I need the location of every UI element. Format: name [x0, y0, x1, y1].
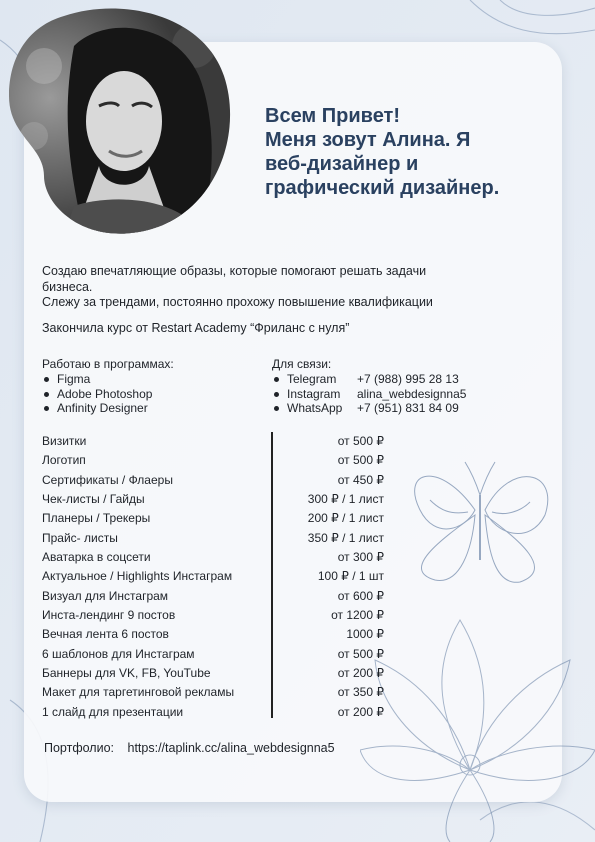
contact-value: +7 (988) 995 28 13 [357, 372, 459, 386]
price-row [42, 682, 384, 701]
service-price: от 300 ₽ [337, 550, 384, 565]
service-name: Вечная лента 6 постов [42, 627, 169, 642]
contact-telegram[interactable] [272, 372, 552, 387]
intro-line-1: Создаю впечатляющие образы, которые помогают решать задачи [42, 264, 427, 278]
service-name: Прайс- листы [42, 530, 118, 545]
portfolio-label: Портфолио: [44, 741, 115, 755]
contact-instagram[interactable] [272, 387, 552, 402]
intro-line-4: Закончила курс от Restart Academy “Фриланс с нуля” [42, 320, 350, 335]
headline-line-1: Всем Привет! [265, 105, 401, 127]
price-row [42, 644, 384, 663]
service-price: от 500 ₽ [337, 453, 384, 468]
service-price: от 500 ₽ [337, 434, 384, 448]
service-name: Сертификаты / Флаеры [42, 472, 173, 487]
price-row [42, 450, 384, 469]
profile-photo [4, 6, 234, 236]
price-row [42, 586, 384, 605]
price-row [42, 702, 384, 721]
service-name: Визуал для Инстаграм [42, 588, 169, 603]
software-item: Adobe Photoshop [42, 387, 242, 402]
price-row [42, 605, 384, 624]
contact-name: Instagram [287, 386, 341, 401]
price-row [42, 566, 384, 585]
contacts-list [272, 372, 552, 416]
service-name: Логотип [42, 453, 86, 468]
service-price: от 1200 ₽ [331, 608, 384, 623]
price-row [42, 470, 384, 489]
service-price: от 200 ₽ [337, 666, 384, 681]
service-price: от 350 ₽ [337, 685, 384, 700]
intro-line-3: Слежу за трендами, постоянно прохожу повышение квалификации [42, 295, 433, 309]
contacts-title: Для связи: [272, 357, 332, 371]
service-name: Макет для таргетинговой рекламы [42, 685, 235, 700]
price-row [42, 663, 384, 682]
service-name: Инста-лендинг 9 постов [42, 608, 176, 623]
contact-value: +7 (951) 831 84 09 [357, 401, 459, 415]
headline [265, 104, 565, 200]
price-row [42, 547, 384, 566]
price-row [42, 528, 384, 547]
software-list [42, 372, 242, 416]
service-price: от 450 ₽ [337, 472, 384, 487]
service-price: 200 ₽ / 1 лист [307, 511, 384, 526]
lotus-illustration [360, 600, 595, 842]
service-price: 100 ₽ / 1 шт [317, 569, 384, 584]
portfolio-line [44, 741, 335, 755]
service-name: Баннеры для VK, FB, YouTube [42, 666, 211, 681]
contact-value: alina_webdesignna5 [357, 386, 467, 401]
service-price: от 600 ₽ [337, 588, 384, 603]
service-price: от 200 ₽ [337, 704, 384, 719]
contact-name: Telegram [287, 372, 337, 386]
service-name: Планеры / Трекеры [42, 511, 151, 526]
price-list [42, 431, 384, 721]
software-title: Работаю в программах: [42, 357, 174, 371]
service-name: Чек-листы / Гайды [42, 492, 145, 507]
software-item: Figma [42, 372, 242, 387]
service-name: 1 слайд для презентации [42, 704, 184, 719]
headline-line-4: графический дизайнер. [265, 177, 500, 199]
contacts-section [272, 357, 552, 416]
price-row [42, 624, 384, 643]
service-name: Визитки [42, 434, 87, 448]
service-price: 300 ₽ / 1 лист [307, 492, 384, 507]
headline-line-2: Меня зовут Алина. Я [265, 129, 471, 151]
price-row [42, 431, 384, 450]
headline-line-3: веб-дизайнер и [265, 153, 419, 175]
service-name: Аватарка в соцсети [42, 550, 151, 565]
contact-whatsapp[interactable] [272, 401, 552, 416]
intro-text [42, 264, 542, 336]
butterfly-illustration [380, 450, 580, 600]
service-price: 1000 ₽ [346, 627, 384, 642]
price-row [42, 489, 384, 508]
software-section [42, 357, 242, 416]
portfolio-link[interactable]: https://taplink.cc/alina_webdesignna5 [127, 741, 335, 755]
service-price: 350 ₽ / 1 лист [307, 530, 384, 545]
contact-name: WhatsApp [287, 401, 343, 415]
intro-line-2: бизнеса. [42, 279, 93, 294]
service-name: 6 шаблонов для Инстаграм [42, 646, 195, 661]
price-row [42, 508, 384, 527]
service-name: Актуальное / Highlights Инстаграм [42, 569, 233, 584]
service-price: от 500 ₽ [337, 646, 384, 661]
software-item: Anfinity Designer [42, 401, 242, 416]
